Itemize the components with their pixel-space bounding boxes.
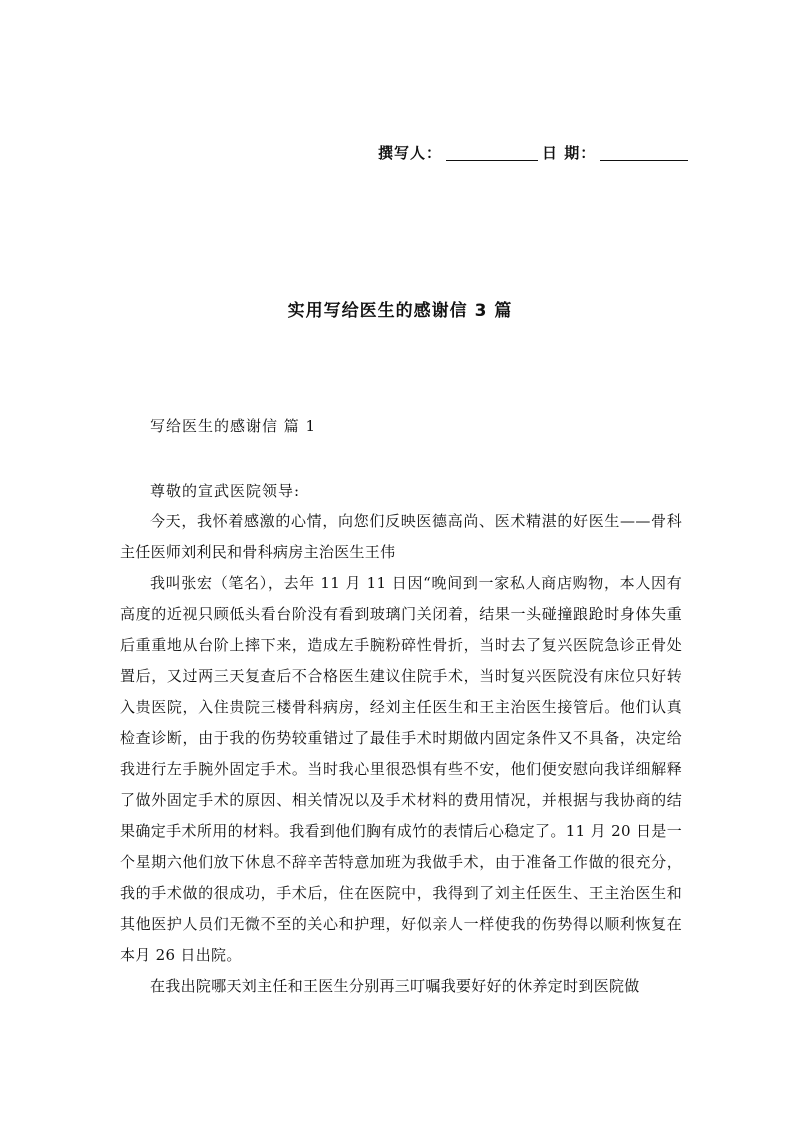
paragraph: 我叫张宏（笔名），去年 11 月 11 日因“晚间到一家私人商店购物，本人因有高度的近视只顾低头看台阶没有看到玻璃门关闭着，结果一头碰撞踉跄时身体失重后重重地从台阶上摔下来，造成左手腕粉碎性骨折，当时去了复兴医院急诊正骨处置后，又过两三天复查后不合格医生建议住院手术，当时复兴医院没有床位只好转入贵医院，入住贵院三楼骨科病房，经刘主任医生和王主治医生接管后。他们认真检查诊断，由于我的伤势较重错过了最佳手术时期做内固定条件又不具备，决定给我进行左手腕外固定手术。当时我心里很恐惧有些不安，他们便安慰向我详细解释了做外固定手术的原因、相关情况以及手术材料的费用情况，并根据与我协商的结果确定手术所用的材料。我看到他们胸有成竹的表情后心稳定了。11 月 20 日是一个星期六他们放下休息不辞辛苦特意加班为我做手术，由于准备工作做的很充分，我的手术做的很成功，手术后，住在医院中，我得到了刘主任医生、王主治医生和其他医护人员们无微不至的关心和护理，好似亲人一样使我的伤势得以顺利恢复在本月 26 日出院。 (120, 574, 682, 964)
date-label: 日 期： (542, 143, 597, 162)
paragraph: 今天，我怀着感激的心情，向您们反映医德高尚、医术精湛的好医生——骨科主任医师刘利民和骨科病房主治医生王伟 (120, 512, 682, 561)
letter-body (120, 506, 682, 1002)
document-title: 实用写给医生的感谢信 3 篇 (287, 301, 513, 321)
section-heading: 写给医生的感谢信 篇 1 (150, 417, 317, 435)
date-blank (600, 144, 688, 161)
salutation: 尊敬的宣武医院领导: (150, 482, 301, 500)
paragraph: 在我出院哪天刘主任和王医生分别再三叮嘱我要好好的休养定时到医院做 (150, 977, 640, 995)
author-blank (446, 144, 538, 161)
author-date-line (378, 141, 708, 163)
author-label: 撰写人： (378, 143, 443, 162)
